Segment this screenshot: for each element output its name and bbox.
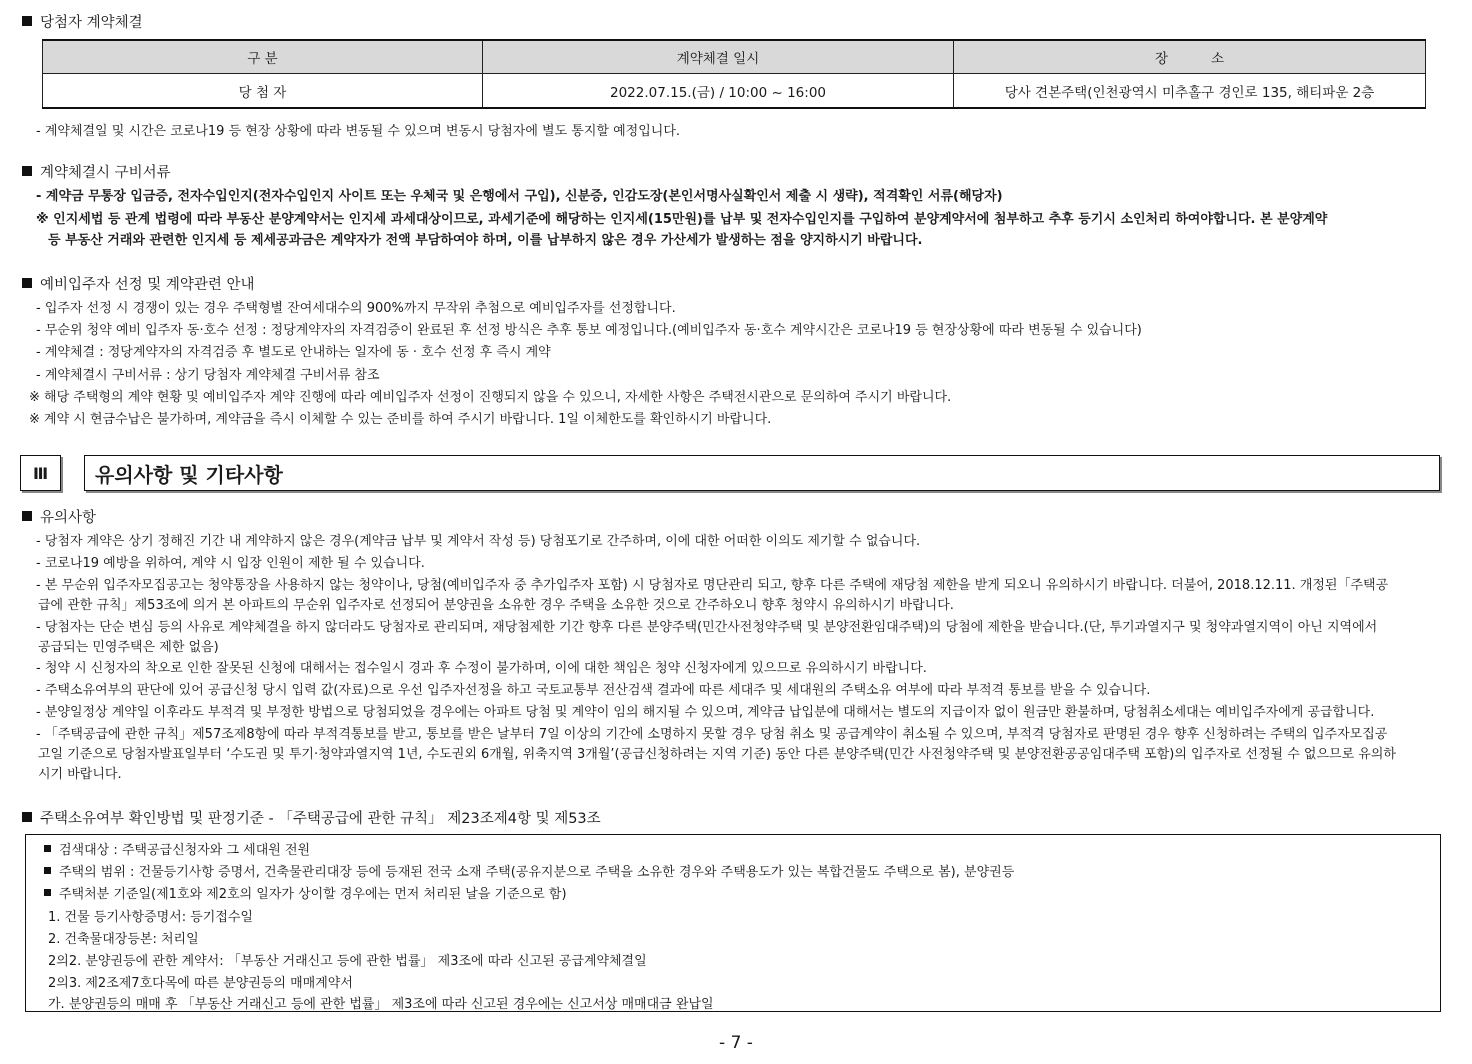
criteria-text: 검색대상 : 주택공급신청자와 그 세대원 전원 [59, 843, 311, 858]
square-bullet-icon [22, 511, 32, 521]
criteria-bullet [44, 839, 310, 858]
criteria-item: 가. 분양권등의 매매 후 「부동산 거래신고 등에 관한 법률」 제3조에 따라 신고된 경우에는 신고서상 매매대금 완납일 [48, 997, 714, 1012]
list-item-continued: 시기 바랍니다. [38, 767, 122, 782]
list-item: - 본 무순위 입주자모집공고는 청약통장을 사용하지 않는 청약이나, 당첨(예비입주자 중 추가입주자 포함) 시 당첨자로 명단관리 되고, 향후 다른 주택에 재당첨 제한을 받게 되오니 유의하시기 바랍니다. 더불어, 2018.12.11. 개정된「주택공 [36, 578, 1389, 593]
table-cell: 2022.07.15.(금) / 10:00 ~ 16:00 [483, 74, 954, 109]
section-title: 예비입주자 선정 및 계약관련 안내 [40, 277, 255, 293]
list-item: - 계약체결 : 정당계약자의 자격검증 후 별도로 안내하는 일자에 동 · 호수 선정 후 즉시 계약 [36, 345, 551, 360]
table-header-row [43, 40, 1426, 74]
chapter-title: 유의사항 및 기타사항 [84, 455, 1440, 491]
square-bullet-icon [22, 166, 32, 176]
section-heading-documents [22, 161, 171, 182]
criteria-item: 1. 건물 등기사항증명서: 등기접수일 [48, 910, 253, 925]
list-item: - 무순위 청약 예비 입주자 동·호수 선정 : 정당계약자의 자격검증이 완료된 후 선정 방식은 추후 통보 예정입니다.(예비입주자 동·호수 계약시간은 코로나19 등 현장상황에 따라 변동될 수 있습니다) [36, 323, 1142, 338]
list-item: ※ 계약 시 현금수납은 불가하며, 계약금을 즉시 이체할 수 있는 준비를 하여 주시기 바랍니다. 1일 이체한도를 확인하시기 바랍니다. [29, 412, 772, 427]
list-item: - 주택소유여부의 판단에 있어 공급신청 당시 입력 값(자료)으로 우선 입주자선정을 하고 국토교통부 전산검색 결과에 따른 세대주 및 세대원의 주택소유 여부에 따라 부적격 통보를 받을 수 있습니다. [36, 683, 1151, 698]
section-heading-ownership [22, 807, 601, 828]
table-header-cell: 계약체결 일시 [483, 40, 954, 74]
list-item: - 청약 시 신청자의 착오로 인한 잘못된 신청에 대해서는 접수일시 경과 후 수정이 불가하며, 이에 대한 책임은 청약 신청자에게 있으므로 유의하시기 바랍니다. [36, 661, 927, 676]
list-item-continued: 급에 관한 규칙」제53조에 의거 본 아파트의 무순위 입주자로 선정되어 분양권을 소유한 경우 주택을 소유한 것으로 간주하오니 향후 청약시 유의하시기 바랍니다. [38, 598, 954, 613]
list-item-continued: 고일 기준으로 당첨자발표일부터 ‘수도권 및 투기·청약과열지역 1년, 수도권외 6개월, 위축지역 3개월’(공급신청하려는 지역 기준) 동안 다른 분양주택(민간 사전청약주택 및 분양전환공공임대주택 포함)의 입주자로 선정될 수 없으므로 유의하 [38, 747, 1396, 762]
table-row [43, 74, 1426, 109]
criteria-item: 2의3. 제2조제7호다목에 따른 분양권등의 매매계약서 [48, 976, 353, 991]
criteria-bullet [44, 883, 567, 902]
square-bullet-icon [22, 16, 32, 26]
criteria-text: 주택의 범위 : 건물등기사항 증명서, 건축물관리대장 등에 등재된 전국 소재 주택(공유지분으로 주택을 소유한 경우와 주택용도가 있는 복합건물도 주택으로 봄), 분양권등 [59, 865, 1015, 880]
contract-note: - 계약체결일 및 시간은 코로나19 등 현장 상황에 따라 변동될 수 있으며 변동시 당첨자에 별도 통지할 예정입니다. [36, 124, 681, 139]
square-bullet-icon [22, 812, 32, 822]
table-header-cell: 구 분 [43, 40, 483, 74]
square-bullet-icon [44, 845, 51, 852]
required-documents-line: - 계약금 무통장 입금증, 전자수입인지(전자수입인지 사이트 또는 우체국 및 은행에서 구입), 신분증, 인감도장(본인서명사실확인서 제출 시 생략), 적격확인 서류(해당자) [36, 189, 1003, 204]
square-bullet-icon [22, 278, 32, 288]
stamp-tax-note-line: 등 부동산 거래와 관련한 인지세 등 제세공과금은 계약자가 전액 부담하여야 하며, 이를 납부하지 않은 경우 가산세가 발생하는 점을 양지하시기 바랍니다. [48, 233, 923, 248]
section-heading-reserve [22, 273, 255, 294]
table-cell: 당 첨 자 [43, 74, 483, 109]
chapter-heading [20, 455, 1440, 491]
contract-schedule-table [42, 39, 1426, 109]
section-heading-cautions [22, 506, 96, 527]
table-header-cell: 장 소 [954, 40, 1426, 74]
criteria-item: 2. 건축물대장등본: 처리일 [48, 932, 199, 947]
chapter-number: Ⅲ [20, 455, 61, 491]
list-item: ※ 해당 주택형의 계약 현황 및 예비입주자 계약 진행에 따라 예비입주자 선정이 진행되지 않을 수 있으니, 자세한 사항은 주택전시관으로 문의하여 주시기 바랍니다. [29, 390, 952, 405]
list-item: - 계약체결시 구비서류 : 상기 당첨자 계약체결 구비서류 참조 [36, 368, 380, 383]
section-heading-contract [22, 11, 143, 32]
section-title: 유의사항 [40, 510, 97, 526]
list-item-continued: 공급되는 민영주택은 제한 없음) [38, 640, 219, 655]
list-item: - 코로나19 예방을 위하여, 계약 시 입장 인원이 제한 될 수 있습니다. [36, 556, 425, 571]
square-bullet-icon [44, 889, 51, 896]
page-number: - 7 - [719, 1033, 753, 1053]
section-title: 계약체결시 구비서류 [40, 165, 171, 181]
criteria-bullet [44, 861, 1014, 880]
table-cell: 당사 견본주택(인천광역시 미추홀구 경인로 135, 해티파운 2층 [954, 74, 1426, 109]
list-item: - 입주자 선정 시 경쟁이 있는 경우 주택형별 잔여세대수의 900%까지 무작위 추첨으로 예비입주자를 선정합니다. [36, 301, 676, 316]
square-bullet-icon [44, 867, 51, 874]
list-item: - 당첨자 계약은 상기 정해진 기간 내 계약하지 않은 경우(계약금 납부 및 계약서 작성 등) 당첨포기로 간주하며, 이에 대한 어떠한 이의도 제기할 수 없습니다. [36, 534, 921, 549]
section-title: 주택소유여부 확인방법 및 판정기준 - 「주택공급에 관한 규칙」 제23조제4항 및 제53조 [40, 811, 601, 827]
ownership-criteria-box [25, 834, 1441, 1012]
stamp-tax-note-line: ※ 인지세법 등 관계 법령에 따라 부동산 분양계약서는 인지세 과세대상이므로, 과세기준에 해당하는 인지세(15만원)를 납부 및 전자수입인지를 구입하여 분양계약서에 첨부하고 추후 등기시 소인처리 하여야합니다. 본 분양계약 [36, 212, 1328, 227]
section-title: 당첨자 계약체결 [40, 15, 143, 31]
list-item: - 분양일정상 계약일 이후라도 부적격 및 부정한 방법으로 당첨되었을 경우에는 아파트 당첨 및 계약이 임의 해지될 수 있으며, 계약금 납입분에 대해서는 별도의 지급이자 없이 원금만 환불하며, 당첨취소세대는 예비입주자에게 공급합니다. [36, 705, 1375, 720]
criteria-text: 주택처분 기준일(제1호와 제2호의 일자가 상이할 경우에는 먼저 처리된 날을 기준으로 함) [59, 887, 567, 902]
list-item: - 당첨자는 단순 변심 등의 사유로 계약체결을 하지 않더라도 당첨자로 관리되며, 재당첨제한 기간 향후 다른 분양주택(민간사전청약주택 및 분양전환임대주택)의 당첨에 제한을 받습니다.(단, 투기과열지구 및 청약과열지역이 아닌 지역에서 [36, 620, 1378, 635]
list-item: - 「주택공급에 관한 규칙」제57조제8항에 따라 부적격통보를 받고, 통보를 받은 날부터 7일 이상의 기간에 소명하지 못할 경우 당첨 취소 및 공급계약이 취소될 수 있으며, 부적격 당첨자로 판명된 경우 향후 신청하려는 주택의 입주자모집공 [36, 727, 1388, 742]
criteria-item: 2의2. 분양권등에 관한 계약서: 「부동산 거래신고 등에 관한 법률」 제3조에 따라 신고된 공급계약체결일 [48, 954, 647, 969]
